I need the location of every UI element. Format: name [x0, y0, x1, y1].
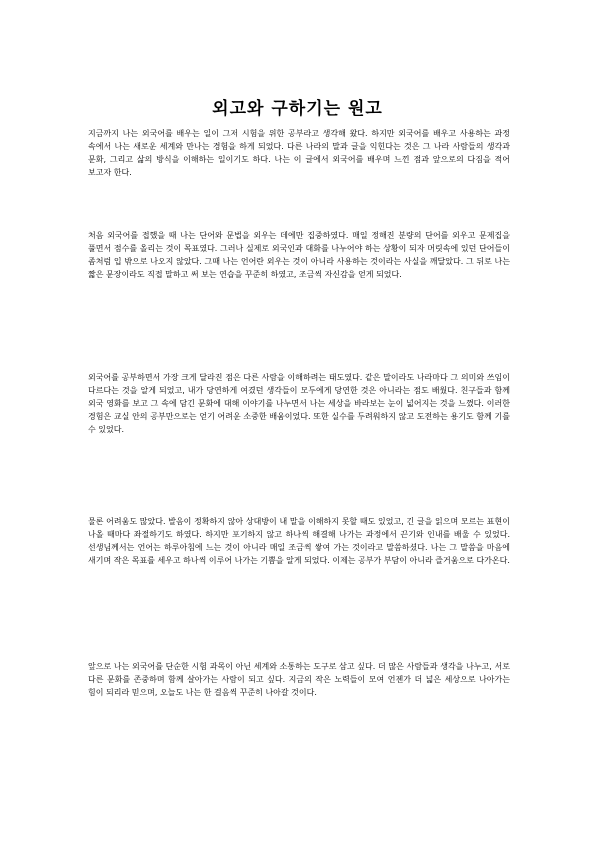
paragraph-1: 지금까지 나는 외국어를 배우는 일이 그저 시험을 위한 공부라고 생각해 왔다. 하지만 외국어를 배우고 사용하는 과정 속에서 나는 새로운 세계와 만나는 경험을 하게 되었다. 다른 나라의 말과 글을 익힌다는 것은 그 나라 사람들의 생각과 문화, 그리고 삶의 방식을 이해하는 일이기도 하다. 나는 이 글에서 외국어를 배우며 느낀 점과 앞으로의 다짐을 적어 보고자 한다.: [88, 129, 510, 177]
paragraph-5: 앞으로 나는 외국어를 단순한 시험 과목이 아닌 세계와 소통하는 도구로 삼고 싶다. 더 많은 사람들과 생각을 나누고, 서로 다른 문화를 존중하며 함께 살아가는 사람이 되고 싶다. 지금의 작은 노력들이 모여 언젠가 더 넓은 세상으로 나아가는 힘이 되리라 믿으며, 오늘도 나는 한 걸음씩 꾸준히 나아갈 것이다.: [88, 662, 510, 697]
paragraph-4: 물론 어려움도 많았다. 발음이 정확하지 않아 상대방이 내 말을 이해하지 못할 때도 있었고, 긴 글을 읽으며 모르는 표현이 나올 때마다 좌절하기도 하였다. 하지만 포기하지 않고 하나씩 해결해 나가는 과정에서 끈기와 인내를 배울 수 있었다. 선생님께서는 언어는 하루아침에 느는 것이 아니라 매일 조금씩 쌓여 가는 것이라고 말씀하셨다. 나는 그 말씀을 마음에 새기며 작은 목표를 세우고 하나씩 이루어 나가는 기쁨을 알게 되었다. 이제는 공부가 부담이 아니라 즐거움으로 다가온다.: [88, 517, 510, 565]
paragraph-2: 처음 외국어를 접했을 때 나는 단어와 문법을 외우는 데에만 집중하였다. 매일 정해진 분량의 단어를 외우고 문제집을 풀면서 점수를 올리는 것이 목표였다. 그러나 실제로 외국인과 대화를 나누어야 하는 상황이 되자 머릿속에 있던 단어들이 좀처럼 입 밖으로 나오지 않았다. 그때 나는 언어란 외우는 것이 아니라 사용하는 것이라는 사실을 깨달았다. 그 뒤로 나는 짧은 문장이라도 직접 말하고 써 보는 연습을 꾸준히 하였고, 조금씩 자신감을 얻게 되었다.: [88, 231, 510, 279]
document-title: 외고와 구하기는 원고: [212, 99, 383, 119]
paragraph-3: 외국어를 공부하면서 가장 크게 달라진 점은 다른 사람을 이해하려는 태도였다. 같은 말이라도 나라마다 그 의미와 쓰임이 다르다는 것을 알게 되었고, 내가 당연하게 여겼던 생각들이 모두에게 당연한 것은 아니라는 점도 배웠다. 친구들과 함께 외국 영화를 보고 그 속에 담긴 문화에 대해 이야기를 나누면서 나는 세상을 바라보는 눈이 넓어지는 것을 느꼈다. 이러한 경험은 교실 안의 공부만으로는 얻기 어려운 소중한 배움이었다. 또한 실수를 두려워하지 않고 도전하는 용기도 함께 기를 수 있었다.: [88, 373, 510, 434]
